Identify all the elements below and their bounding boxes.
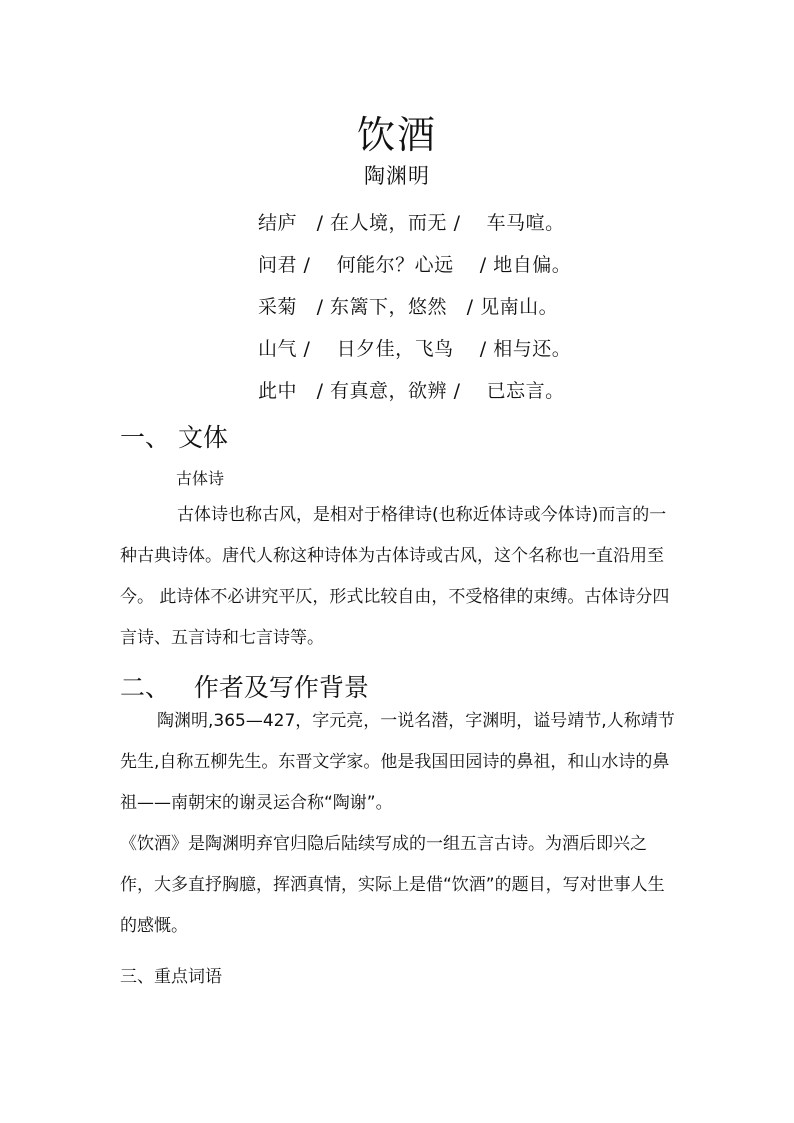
section-heading-keywords: 三、重点词语	[120, 967, 222, 987]
section-subheading: 古体诗	[176, 469, 225, 488]
poem-line: 结庐 / 在人境，而无 / 车马喧。	[258, 212, 565, 234]
genre-paragraph: 古体诗也称古风，是相对于格律诗(也称近体诗或今体诗)而言的一种古典诗体。唐代人称这种诗体为古体诗或古风，这个名称也一直沿用至今。 此诗体不必讲究平仄，形式比较自由，不受格律的束缚。古体诗分四言诗、五言诗和七言诗等。	[120, 505, 670, 648]
poem-line: 采菊 / 东篱下，悠然 / 见南山。	[258, 296, 559, 318]
background-paragraph: 《饮酒》是陶渊明弃官归隐后陆续写成的一组五言古诗。为酒后即兴之作，大多直抒胸臆，挥洒真情，实际上是借“饮酒”的题目，写对世事人生的感慨。	[120, 834, 665, 936]
poem-line: 问君 / 何能尔？心远 / 地自偏。	[258, 254, 572, 276]
section-heading-author: 二、 作者及写作背景	[120, 673, 369, 702]
author-paragraph: 陶渊明,365—427，字元亮，一说名潜，字渊明，谥号靖节,人称靖节先生,自称五柳先生。东晋文学家。他是我国田园诗的鼻祖，和山水诗的鼻祖——南朝宋的谢灵运合称“陶谢”。	[120, 711, 675, 813]
section-heading-genre: 一、 文体	[120, 423, 228, 452]
poem-line: 此中 / 有真意，欲辨 / 已忘言。	[258, 380, 565, 402]
poem-line: 山气 / 日夕佳，飞鸟 / 相与还。	[258, 338, 572, 360]
poem-title: 饮酒	[356, 113, 437, 157]
poem-author: 陶渊明	[364, 164, 430, 188]
